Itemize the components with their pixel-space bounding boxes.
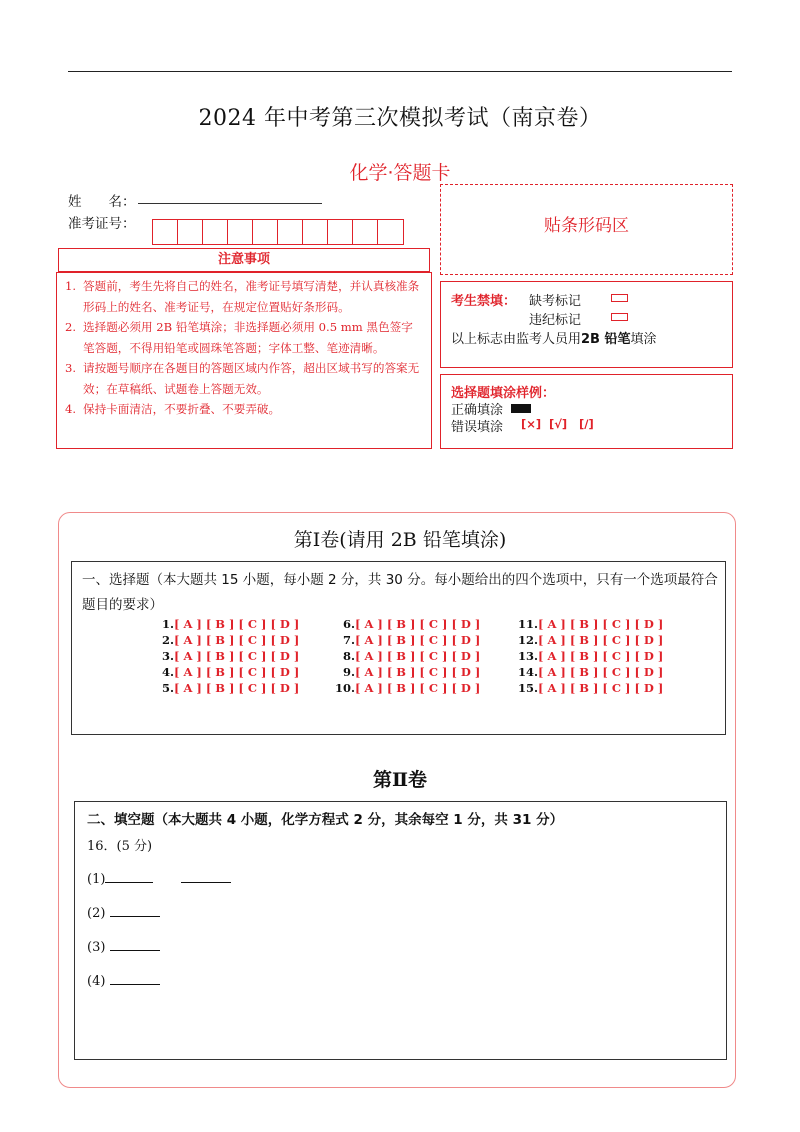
violation-label: 违纪标记 [529,313,582,328]
choice-question [144,681,299,695]
choice-question [508,665,663,679]
fill-sample-box [440,374,733,449]
answer-blank[interactable] [181,870,231,883]
notice-list [56,272,432,449]
choice-question [325,681,480,695]
notice-number: 3. [65,361,77,375]
answer-blank[interactable] [110,904,160,917]
notice-text: 选择题必须用 2B 铅笔填涂；非选择题必须用 0.5 mm 黑色签字笔答题，不得用铅笔或圆珠笔答题；字体工整、笔迹清晰。 [83,320,413,355]
sub-label: (1) [87,872,106,887]
fill-blank-section [74,801,727,1060]
notice-text: 保持卡面清洁，不要折叠、不要弄破。 [83,402,281,416]
question-number: 4. [161,665,174,679]
answer-options[interactable]: [ A ] [ B ] [ C ] [ D ] [174,617,300,631]
answer-row-4 [87,972,160,989]
choice-question [144,649,299,663]
sub-label: (4) [87,974,106,989]
ticket-digit-box[interactable] [178,220,203,244]
answer-blank[interactable] [105,870,153,883]
choice-question [508,681,663,695]
choice-question [144,665,299,679]
discipline-label: 考生禁填： [451,294,517,309]
section2-title: 第Ⅱ卷 [372,769,427,791]
choice-question [508,633,663,647]
name-label: 姓 名： [68,194,136,210]
choice-question [325,617,480,631]
answer-options[interactable]: [ A ] [ B ] [ C ] [ D ] [355,649,481,663]
ticket-digit-box[interactable] [228,220,253,244]
ticket-digit-box[interactable] [253,220,278,244]
correct-label: 正确填涂 [451,403,504,418]
answer-options[interactable]: [ A ] [ B ] [ C ] [ D ] [538,633,664,647]
question-number: 5. [161,681,174,695]
choice-question [325,665,480,679]
choice-question [508,617,663,631]
ticket-digit-box[interactable] [328,220,353,244]
answer-options[interactable]: [ A ] [ B ] [ C ] [ D ] [538,681,664,695]
choice-question [144,617,299,631]
ticket-digit-box[interactable] [303,220,328,244]
ticket-digit-box[interactable] [353,220,378,244]
answer-blank[interactable] [110,938,160,951]
question-number: 7. [342,633,355,647]
page-title: 2024 年中考第三次模拟考试（南京卷） [198,106,602,131]
notice-item [65,317,423,358]
notice-heading: 注意事项 [58,248,430,272]
sub-label: (2) [87,906,106,921]
answer-row-1 [87,870,231,887]
question-number: 13. [517,649,538,663]
notice-text: 答题前，考生先将自己的姓名，准考证号填写清楚，并认真核准条形码上的姓名、准考证号，在规定位置贴好条形码。 [83,279,420,314]
question-number: 8. [342,649,355,663]
discipline-box [440,281,733,368]
choice-question [144,633,299,647]
notice-number: 1. [65,279,77,293]
answer-options[interactable]: [ A ] [ B ] [ C ] [ D ] [538,665,664,679]
top-rule [68,71,732,72]
question-number: 11. [517,617,538,631]
answer-options[interactable]: [ A ] [ B ] [ C ] [ D ] [174,649,300,663]
question-16-label: 16．(5 分) [87,839,153,854]
violation-mark-box[interactable] [611,313,628,321]
question-number: 2. [161,633,174,647]
wrong-mark-cross: [×] [521,417,542,431]
ticket-digit-box[interactable] [203,220,228,244]
answer-options[interactable]: [ A ] [ B ] [ C ] [ D ] [355,681,481,695]
name-field[interactable] [138,203,322,204]
notice-item [65,358,423,399]
ticket-label: 准考证号： [68,216,136,232]
ticket-digit-box[interactable] [278,220,303,244]
question-number: 3. [161,649,174,663]
question-number: 1. [161,617,174,631]
answer-options[interactable]: [ A ] [ B ] [ C ] [ D ] [355,665,481,679]
absent-mark-box[interactable] [611,294,628,302]
note-bold: 2B 铅笔 [581,332,631,347]
ticket-digit-box[interactable] [378,220,403,244]
question-number: 6. [342,617,355,631]
question-number: 12. [517,633,538,647]
question-number: 9. [342,665,355,679]
notice-number: 2. [65,320,77,334]
section1-title: 第Ⅰ卷(请用 2B 铅笔填涂) [293,529,507,551]
answer-options[interactable]: [ A ] [ B ] [ C ] [ D ] [538,649,664,663]
discipline-note [451,328,657,347]
choice-question [508,649,663,663]
barcode-label: 贴条形码区 [544,216,629,236]
answer-row-3 [87,938,160,955]
filled-sample-mark [511,404,531,413]
answer-options[interactable]: [ A ] [ B ] [ C ] [ D ] [538,617,664,631]
question-number: 15. [517,681,538,695]
sub-label: (3) [87,940,106,955]
choice-description: 一、选择题（本大题共 15 小题，每小题 2 分，共 30 分。每小题给出的四个选项中，只有一个选项最符合题目的要求） [82,572,718,613]
question-number: 10. [334,681,355,695]
answer-blank[interactable] [110,972,160,985]
wrong-mark-slash: [/] [579,417,594,431]
absent-label: 缺考标记 [529,294,582,309]
note-suffix: 填涂 [630,332,657,347]
question-number: 14. [517,665,538,679]
notice-item [65,276,423,317]
choice-question [325,633,480,647]
wrong-label: 错误填涂 [451,420,504,435]
choice-question [325,649,480,663]
wrong-mark-check: [√] [549,417,568,431]
notice-text: 请按题号顺序在各题目的答题区域内作答，超出区域书写的答案无效；在草稿纸、试题卷上答题无效。 [83,361,420,396]
answer-options[interactable]: [ A ] [ B ] [ C ] [ D ] [174,665,300,679]
barcode-area [440,184,733,275]
sample-title: 选择题填涂样例： [451,386,556,401]
ticket-digit-box[interactable] [153,220,178,244]
answer-options[interactable]: [ A ] [ B ] [ C ] [ D ] [355,617,481,631]
answer-row-2 [87,904,160,921]
note-prefix: 以上标志由监考人员用 [451,332,582,347]
answer-options[interactable]: [ A ] [ B ] [ C ] [ D ] [355,633,481,647]
choice-section [71,561,726,735]
fill-blank-description: 二、填空题（本大题共 4 小题，化学方程式 2 分，其余每空 1 分，共 31 分） [87,812,564,828]
subject-title: 化学·答题卡 [349,162,451,184]
answer-options[interactable]: [ A ] [ B ] [ C ] [ D ] [174,633,300,647]
notice-item [65,399,423,420]
ticket-number-grid[interactable] [152,219,404,245]
answer-options[interactable]: [ A ] [ B ] [ C ] [ D ] [174,681,300,695]
notice-number: 4. [65,402,77,416]
